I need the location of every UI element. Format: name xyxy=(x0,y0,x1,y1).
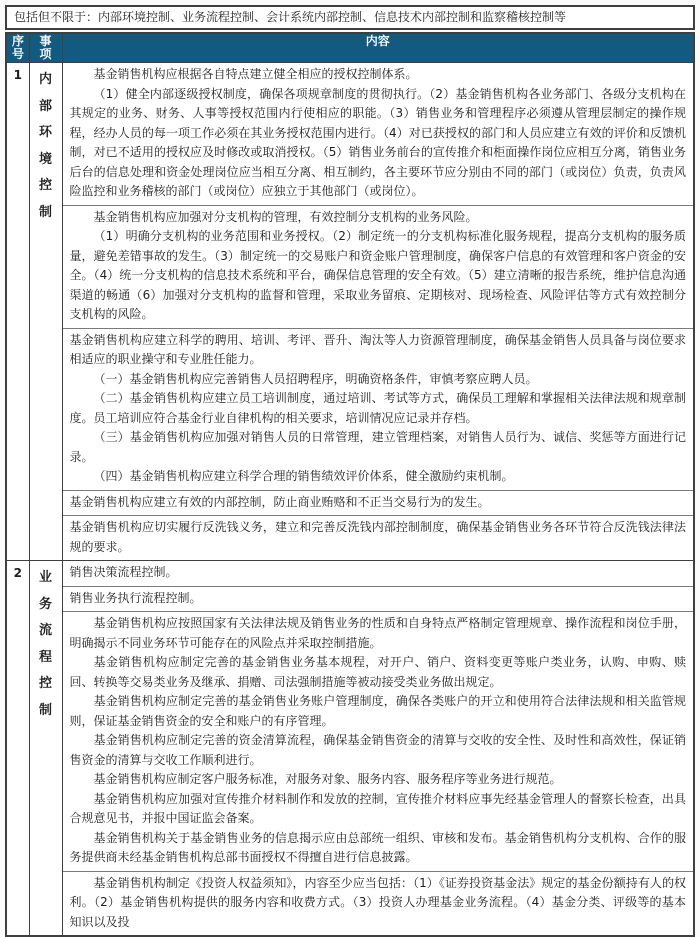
content-paragraph: 销售业务执行流程控制。 xyxy=(69,590,202,605)
content-cell xyxy=(63,872,694,936)
content-cell xyxy=(63,612,694,872)
content-paragraph: 基金销售机构应建立有效的内部控制，防止商业贿赂和不正当交易行为的发生。 xyxy=(69,494,490,509)
content-paragraph: 基金销售机构应加强对分支机构的管理，有效控制分支机构的业务风险。 xyxy=(93,209,478,224)
header-col-no: 序号 xyxy=(6,33,29,63)
content-paragraph: 基金销售机构应切实履行反洗钱义务，建立和完善反洗钱内部控制制度，确保基金销售业务各环节符合反洗钱法律法规的要求。 xyxy=(69,520,686,554)
content-cell xyxy=(63,329,694,491)
row-item-cell xyxy=(29,561,62,937)
content-paragraph: （一）基金销售机构应完善销售人员招聘程序，明确资格条件，审慎考察应聘人员。 xyxy=(93,371,538,386)
table-header xyxy=(6,33,694,63)
content-paragraph: （1）健全内部逐级授权制度，确保各项规章制度的贯彻执行。（2）基金销售机构各业务部门、各级分支机构在其规定的业务、财务、人事等授权范围内行使相应的职能。（3）销售业务和管理程序必须遵从管理层制定的操作规程，经办人员的每一项工作必须在其业务授权范围内进行。（4）对已获授权的部门和人员应建立有效的评价和反馈机制，对已不适用的授权应及时修改或取消授权。（5）销售业务前台的宣传推介和柜面操作岗位应相互分离，销售业务后台的信息处理和资金处理岗位应当相互分离、相互制约，各主要环节应分别由不同的部门（或岗位）负责，负责风险监控和业务稽核的部门（或岗位）应独立于其他部门（或岗位）。 xyxy=(69,86,686,198)
document-page xyxy=(5,5,695,937)
row-item-label: 内部环境控制 xyxy=(38,72,52,220)
content-paragraph: （三）基金销售机构应加强对销售人员的日常管理，建立管理档案，对销售人员行为、诚信、奖惩等方面进行记录。 xyxy=(69,430,686,464)
content-cell xyxy=(63,206,694,329)
table-row xyxy=(6,561,694,937)
row-item-cell xyxy=(29,63,62,561)
content-paragraph: 基金销售机构应建立科学的聘用、培训、考评、晋升、淘汰等人力资源管理制度，确保基金销售人员具备与岗位要求相适应的职业操守和专业胜任能力。 xyxy=(69,332,686,366)
row-item-label: 业务流程控制 xyxy=(38,570,52,718)
content-cell xyxy=(63,561,694,587)
row-content-cell xyxy=(62,63,694,561)
row-number: 1 xyxy=(6,63,29,561)
content-paragraph: 基金销售机构应制定完善的基金销售业务账户管理制度，确保各类账户的开立和使用符合法律法规和相关监管规则，保证基金销售资金的安全和账户的有序管理。 xyxy=(69,694,686,728)
content-paragraph: 销售决策流程控制。 xyxy=(69,565,178,579)
table-row xyxy=(6,63,694,561)
content-paragraph: 基金销售机构应制定完善的资金清算流程，确保基金销售资金的清算与交收的安全性、及时性和高效性，保证销售资金的清算与交收工作顺利进行。 xyxy=(69,733,686,767)
content-cell xyxy=(63,491,694,517)
content-cell xyxy=(63,516,694,560)
content-paragraph: 基金销售机构应加强对宣传推介材料制作和发放的控制，宣传推介材料应事先经基金管理人的督察长检查，出具合规意见书，并报中国证监会备案。 xyxy=(69,791,686,825)
content-paragraph: （二）基金销售机构应建立员工培训制度，通过培训、考试等方式，确保员工理解和掌握相关法律法规和规章制度。员工培训应符合基金行业自律机构的相关要求，培训情况应记录并存档。 xyxy=(69,391,686,425)
content-paragraph: 基金销售机构关于基金销售业务的信息揭示应由总部统一组织、审核和发布。基金销售机构分支机构、合作的服务提供商未经基金销售机构总部书面授权不得擅自进行信息披露。 xyxy=(69,830,686,864)
content-paragraph: （1）明确分支机构的业务范围和业务授权。（2）制定统一的分支机构标准化服务规程，提高分支机构的服务质量，避免差错事故的发生。（3）制定统一的交易账户和资金账户管理制度，确保客户信息的有效管理和客户资金的安全。（4）统一分支机构的信息技术系统和平台，确保信息管理的安全有效。（5）建立清晰的报告系统，维护信息沟通渠道的畅通（6）加强对分支机构的监督和管理，采取业务留痕、定期核对、现场检查、风险评估等方式有效控制分支机构的风险。 xyxy=(69,229,686,321)
content-paragraph: （四）基金销售机构应建立科学合理的销售绩效评价体系，健全激励约束机制。 xyxy=(93,469,514,483)
header-col-item: 事项 xyxy=(29,33,62,63)
content-paragraph: 基金销售机构应制定客户服务标准，对服务对象、服务内容、服务程序等业务进行规范。 xyxy=(93,772,562,786)
internal-control-table xyxy=(5,32,695,937)
content-cell xyxy=(63,63,694,206)
header-col-content: 内容 xyxy=(62,33,694,63)
row-content-cell xyxy=(62,561,694,937)
content-paragraph: 基金销售机构应制定完善的基金销售业务基本规程，对开户、销户、资料变更等账户类业务，认购、申购、赎回、转换等交易类业务及继承、捐赠、司法强制措施等被动接受类业务做出规定。 xyxy=(69,655,686,689)
content-paragraph: 基金销售机构应根据各自特点建立健全相应的授权控制体系。 xyxy=(93,67,418,81)
row-number: 2 xyxy=(6,561,29,937)
content-cell xyxy=(63,587,694,613)
content-paragraph: 基金销售机构制定《投资人权益须知》，内容至少应当包括：（1）《证券投资基金法》规定的基金份额持有人的权利。（2）基金销售机构提供的服务内容和收费方式。（3）投资人办理基金业务流程。（4）基金分类、评级等的基本知识以及投 xyxy=(69,875,686,929)
content-paragraph: 基金销售机构应按照国家有关法律法规及销售业务的性质和自身特点严格制定管理规章、操作流程和岗位手册，明确揭示不同业务环节可能存在的风险点并采取控制措施。 xyxy=(69,616,686,650)
scope-note: 包括但不限于：内部环境控制、业务流程控制、会计系统内部控制、信息技术内部控制和监察稽核控制等 xyxy=(5,5,695,30)
